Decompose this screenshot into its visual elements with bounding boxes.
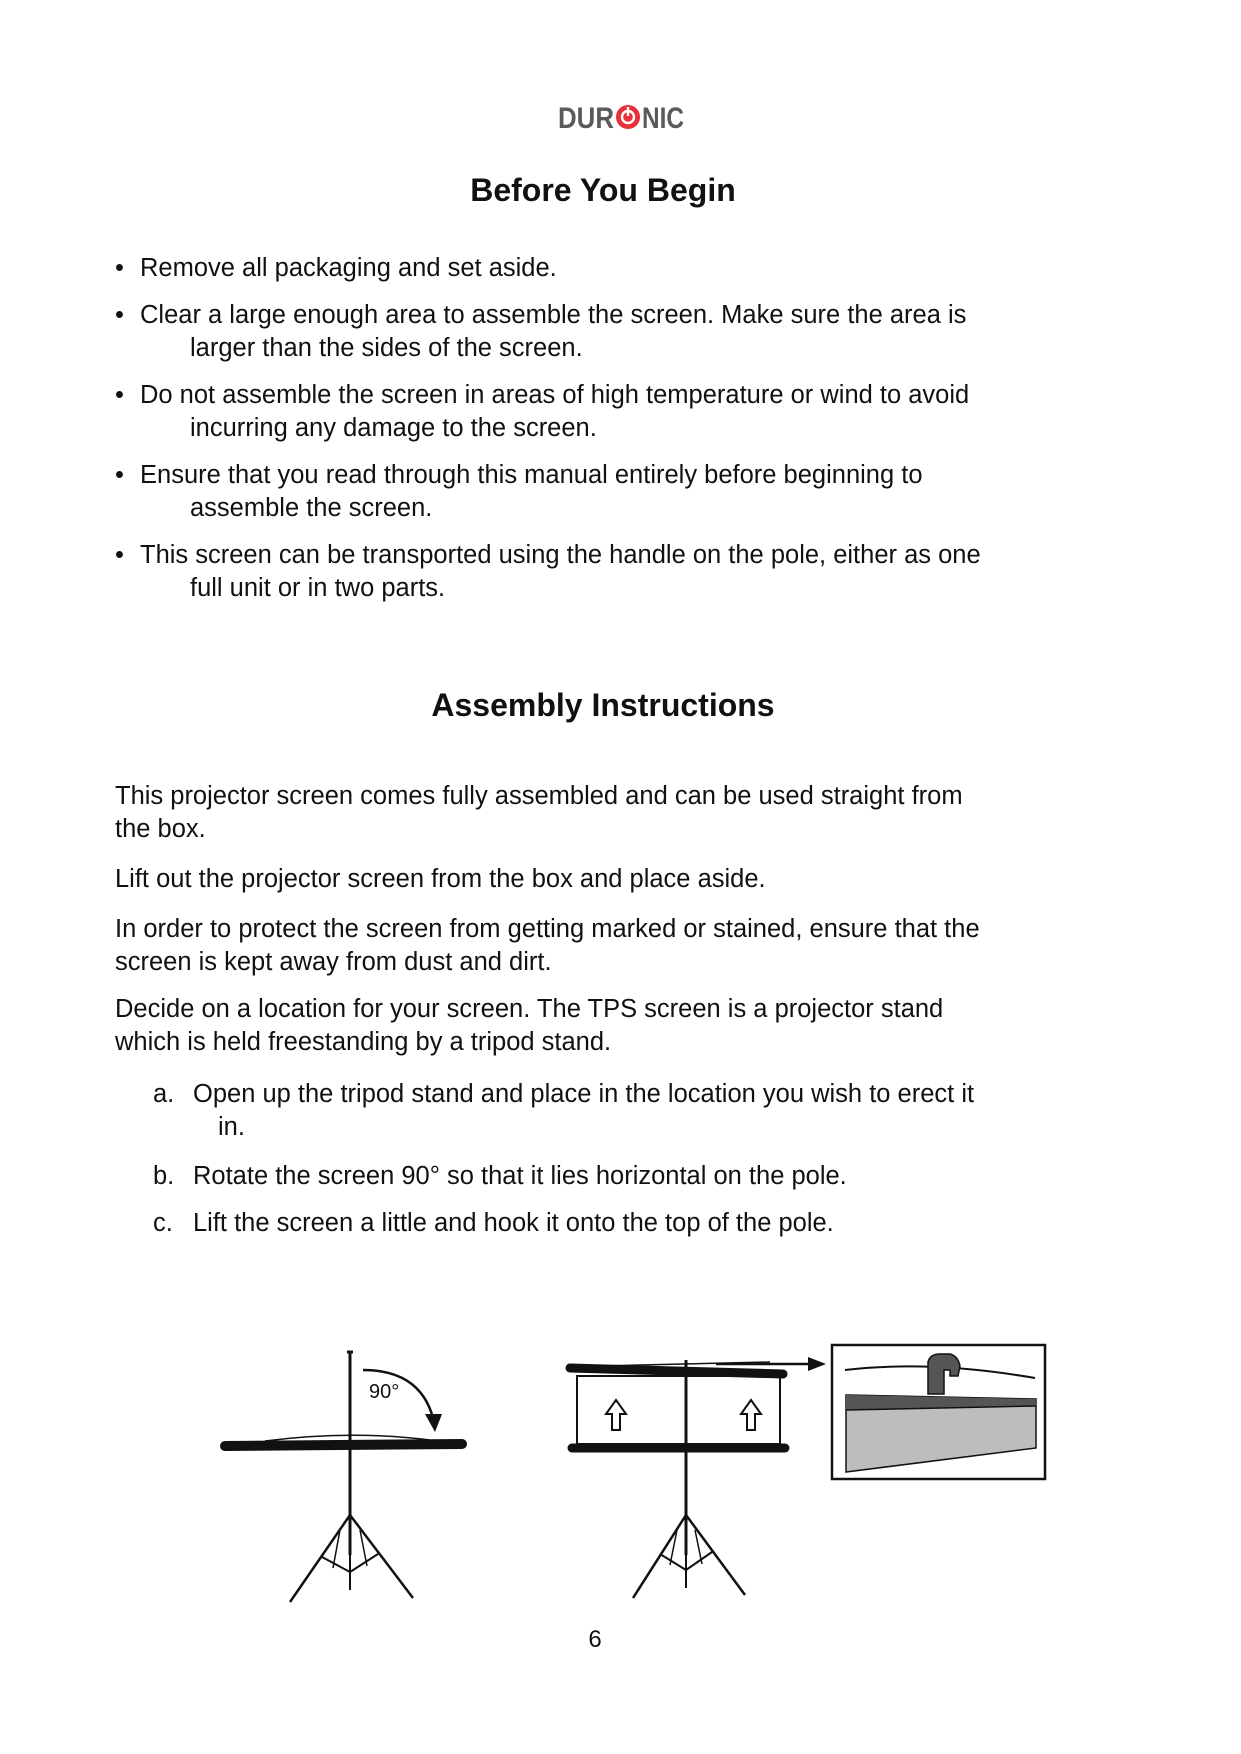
tripod-rotate-figure: [225, 1352, 462, 1602]
screen-panel: [577, 1376, 780, 1444]
bullet-dot: •: [115, 254, 124, 282]
bullet-dot: •: [115, 461, 124, 489]
paragraph-line: which is held freestanding by a tripod stand.: [115, 1028, 612, 1056]
paragraph-line: Lift out the projector screen from the box and place aside.: [115, 865, 766, 893]
step-item: [153, 1207, 1053, 1240]
step-letter: c.: [153, 1209, 173, 1237]
page-number: 6: [588, 1626, 602, 1653]
paragraph: [115, 780, 1075, 846]
list-item-text-continued: full unit or in two parts.: [190, 574, 446, 602]
list-item: [115, 459, 1075, 525]
logo-graphic: [556, 98, 686, 134]
list-item: [115, 539, 1075, 605]
step-item: [153, 1078, 1053, 1144]
up-arrow-icon: [741, 1400, 761, 1430]
paragraph-line: This projector screen comes fully assembled and can be used straight from: [115, 782, 963, 810]
step-letter: a.: [153, 1080, 175, 1108]
step-text: Rotate the screen 90° so that it lies horizontal on the pole.: [193, 1162, 847, 1190]
horizontal-screen-bar: [225, 1444, 462, 1446]
step-text: Open up the tripod stand and place in the location you wish to erect it: [193, 1080, 975, 1108]
list-item: [115, 252, 1075, 285]
list-item-text-continued: incurring any damage to the screen.: [190, 414, 597, 442]
list-item-text: Remove all packaging and set aside.: [140, 254, 557, 282]
step-item: [153, 1160, 1053, 1193]
assembly-paragraphs: [115, 780, 1075, 1059]
logo-text-right: NIC: [641, 102, 684, 135]
paragraph-line: screen is kept away from dust and dirt.: [115, 948, 552, 976]
before-you-begin-list: [115, 252, 1075, 605]
paragraph: [115, 863, 1075, 896]
step-text-continued: in.: [218, 1113, 245, 1141]
paragraph: [115, 913, 1075, 979]
paragraph-line: In order to protect the screen from getting marked or stained, ensure that the: [115, 915, 980, 943]
rotation-label: 90°: [369, 1381, 400, 1403]
list-item: [115, 299, 1075, 365]
bullet-dot: •: [115, 301, 124, 329]
list-item-text-continued: assemble the screen.: [190, 494, 433, 522]
bullet-dot: •: [115, 541, 124, 569]
duronic-logo: [0, 98, 1241, 134]
step-text: Lift the screen a little and hook it onto the top of the pole.: [193, 1209, 834, 1237]
tripod-hook-figure: [570, 1357, 826, 1598]
list-item-text: This screen can be transported using the handle on the pole, either as one: [140, 541, 981, 569]
list-item: [115, 379, 1075, 445]
step-letter: b.: [153, 1162, 175, 1190]
paragraph-line: the box.: [115, 815, 206, 843]
assembly-instructions-title: Assembly Instructions: [431, 687, 775, 723]
assembly-steps: [153, 1078, 1053, 1240]
paragraph-line: Decide on a location for your screen. The TPS screen is a projector stand: [115, 995, 944, 1023]
list-item-text: Do not assemble the screen in areas of high temperature or wind to avoid: [140, 381, 970, 409]
list-item-text: Clear a large enough area to assemble the screen. Make sure the area is: [140, 301, 967, 329]
screen-top-bar: [570, 1368, 783, 1374]
assembly-illustrations: [0, 1340, 1241, 1620]
bullet-dot: •: [115, 381, 124, 409]
paragraph: [115, 993, 1075, 1059]
logo-text-left: DUR: [557, 102, 614, 135]
list-item-text-continued: larger than the sides of the screen.: [190, 334, 583, 362]
list-item-text: Ensure that you read through this manual entirely before beginning to: [140, 461, 923, 489]
before-you-begin-title: Before You Begin: [470, 172, 736, 208]
up-arrow-icon: [606, 1400, 626, 1430]
hook-detail-inset: [832, 1345, 1045, 1479]
